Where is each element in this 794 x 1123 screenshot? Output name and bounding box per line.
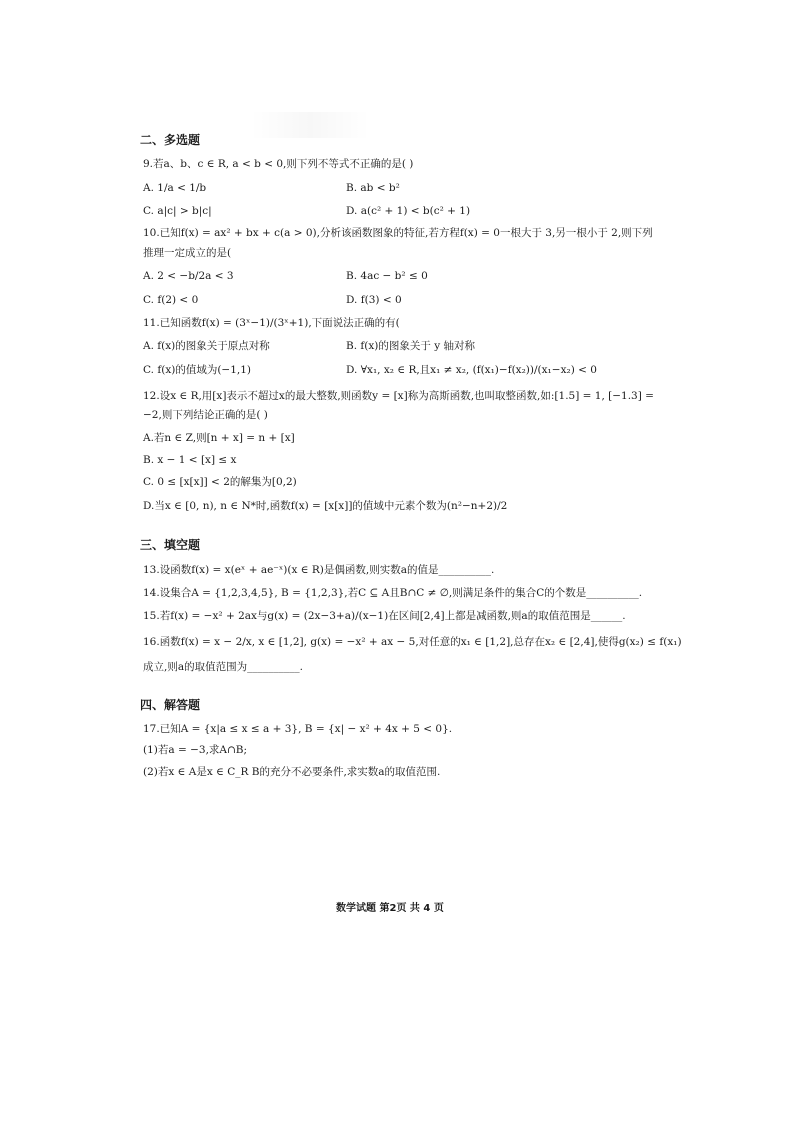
q10-stem-line2: 推理一定成立的是( bbox=[143, 247, 232, 259]
scan-smudge bbox=[250, 112, 370, 138]
q16-line1: 16.函数f(x) = x − 2/x, x ∈ [1,2], g(x) = −x² + ax − 5,对任意的x₁ ∈ [1,2],总存在x₂ ∈ [2,4],使得g(x₂) ≤ f(x₁) bbox=[143, 636, 682, 648]
q12-stem-line2: −2,则下列结论正确的是( ) bbox=[143, 409, 268, 421]
q9-option-d: D. a(c² + 1) < b(c² + 1) bbox=[346, 205, 471, 217]
q10-stem-line1: 10.已知f(x) = ax² + bx + c(a > 0),分析该函数图象的特征,若方程f(x) = 0一根大于 3,另一根小于 2,则下列 bbox=[143, 227, 653, 239]
q9-stem: 9.若a、b、c ∈ R, a < b < 0,则下列不等式不正确的是( ) bbox=[143, 158, 414, 170]
q12-option-d: D.当x ∈ [0, n), n ∈ N*时,函数f(x) = [x[x]]的值域中元素个数为(n²−n+2)/2 bbox=[143, 500, 508, 512]
q10-option-c: C. f(2) < 0 bbox=[143, 294, 199, 306]
q15-text: 15.若f(x) = −x² + 2ax与g(x) = (2x−3+a)/(x−1)在区间[2,4]上都是减函数,则a的取值范围是______. bbox=[143, 610, 626, 622]
q17-stem: 17.已知A = {x|a ≤ x ≤ a + 3}, B = {x| − x² + 4x + 5 < 0}. bbox=[143, 723, 453, 735]
q9-option-c: C. a|c| > b|c| bbox=[143, 205, 212, 217]
q9-option-b: B. ab < b² bbox=[346, 182, 400, 194]
q10-option-b: B. 4ac − b² ≤ 0 bbox=[346, 270, 428, 282]
q12-stem-line1: 12.设x ∈ R,用[x]表示不超过x的最大整数,则函数y = [x]称为高斯函数,也叫取整函数,如:[1.5] = 1, [−1.3] = bbox=[143, 390, 654, 402]
q13-text: 13.设函数f(x) = x(eˣ + ae⁻ˣ)(x ∈ R)是偶函数,则实数a的值是__________. bbox=[143, 564, 495, 576]
q11-option-c: C. f(x)的值域为(−1,1) bbox=[143, 364, 252, 376]
q11-option-d: D. ∀x₁, x₂ ∈ R,且x₁ ≠ x₂, (f(x₁)−f(x₂))/(x₁−x₂) < 0 bbox=[346, 364, 597, 376]
q16-line2: 成立,则a的取值范围为__________. bbox=[143, 661, 303, 673]
q11-option-a: A. f(x)的图象关于原点对称 bbox=[143, 340, 270, 352]
q11-option-b: B. f(x)的图象关于 y 轴对称 bbox=[346, 340, 475, 352]
q9-option-a: A. 1/a < 1/b bbox=[143, 182, 207, 194]
section-heading-fill-blank: 三、填空题 bbox=[140, 538, 201, 552]
section-heading-multiple-choice: 二、多选题 bbox=[140, 133, 201, 147]
q12-option-c: C. 0 ≤ [x[x]] < 2的解集为[0,2) bbox=[143, 476, 297, 488]
q12-option-b: B. x − 1 < [x] ≤ x bbox=[143, 454, 237, 466]
q17-part2: (2)若x ∈ A是x ∈ C_R B的充分不必要条件,求实数a的取值范围. bbox=[143, 766, 441, 778]
q17-part1: (1)若a = −3,求A∩B; bbox=[143, 744, 248, 756]
q10-option-a: A. 2 < −b/2a < 3 bbox=[143, 270, 234, 282]
q12-option-a: A.若n ∈ Z,则[n + x] = n + [x] bbox=[143, 432, 295, 444]
q11-stem: 11.已知函数f(x) = (3ˣ−1)/(3ˣ+1),下面说法正确的有( bbox=[143, 317, 400, 329]
section-heading-solutions: 四、解答题 bbox=[140, 698, 201, 712]
page-footer: 数学试题 第2页 共 4 页 bbox=[336, 903, 444, 914]
q10-option-d: D. f(3) < 0 bbox=[346, 294, 402, 306]
q14-text: 14.设集合A = {1,2,3,4,5}, B = {1,2,3},若C ⊆ A且B∩C ≠ ∅,则满足条件的集合C的个数是__________. bbox=[143, 587, 643, 599]
